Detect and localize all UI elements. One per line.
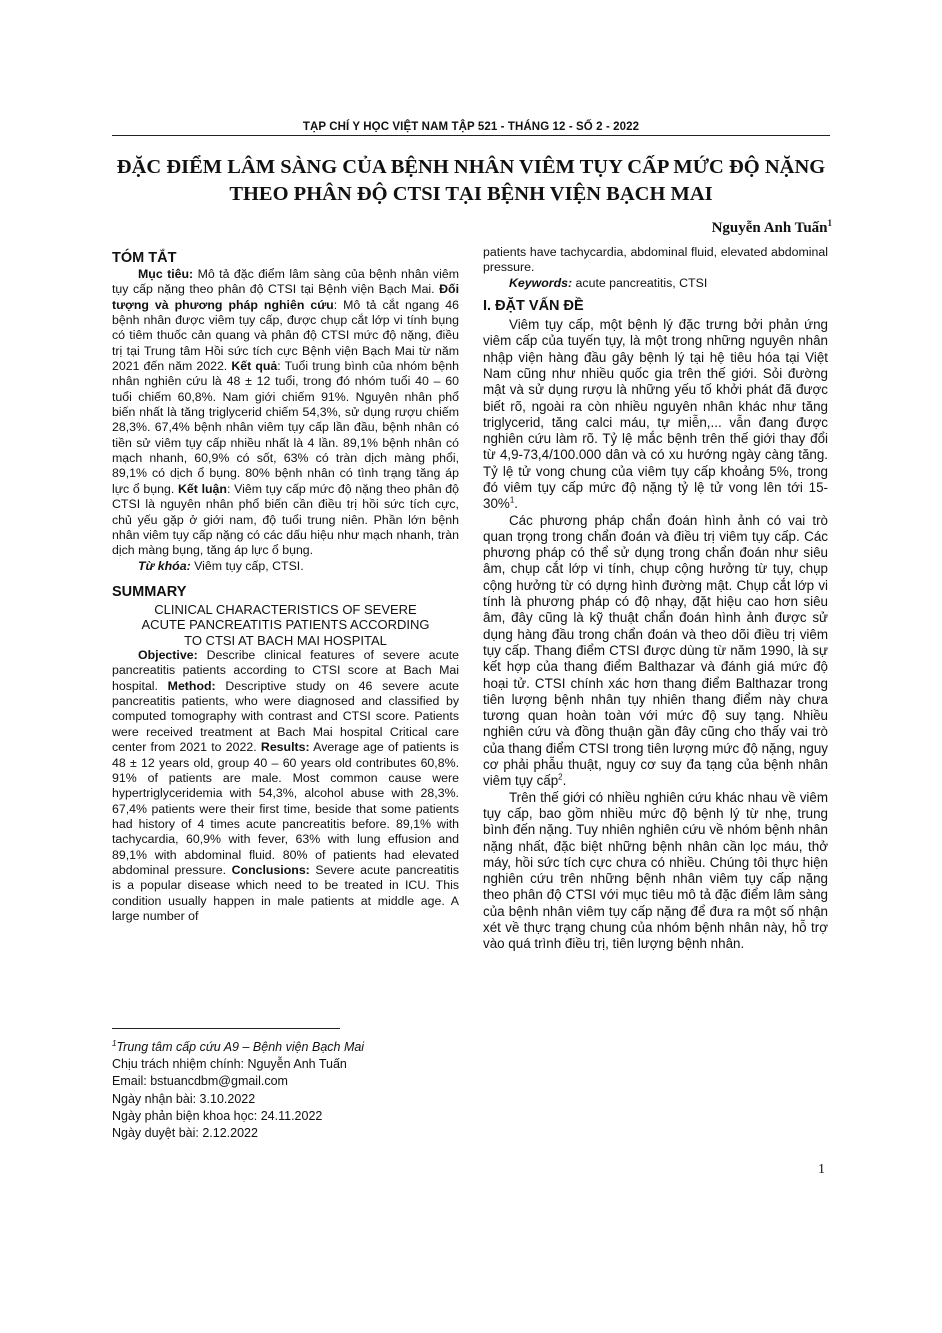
footnote-received: Ngày nhận bài: 3.10.2022 <box>112 1091 256 1106</box>
keywords-vi-text: Viêm tụy cấp, CTSI. <box>190 558 304 573</box>
summary-continued: patients have tachycardia, abdominal fluid, elevated abdominal pressure. <box>483 245 828 275</box>
title-line-1: ĐẶC ĐIỂM LÂM SÀNG CỦA BỆNH NHÂN VIÊM TỤY CẤP MỨC ĐỘ NẶNG <box>116 156 826 178</box>
title-line-2: THEO PHÂN ĐỘ CTSI TẠI BỆNH VIỆN BẠCH MAI <box>229 183 713 205</box>
journal-header: TẠP CHÍ Y HỌC VIỆT NAM TẬP 521 - THÁNG 12 - SỐ 2 - 2022 <box>302 121 640 133</box>
header-rule <box>112 135 830 136</box>
section-1-paragraph-2 <box>483 513 828 790</box>
summary-title-line-1: CLINICAL CHARACTERISTICS OF SEVERE <box>154 601 417 617</box>
section-1-paragraph-1 <box>483 317 828 513</box>
summary-method-label: Method: <box>167 678 216 693</box>
summary-title-line-2: ACUTE PANCREATITIS PATIENTS ACCORDING <box>141 617 430 633</box>
results-text: : Tuổi trung bình của nhóm bệnh nhân nghiên cứu là 48 ± 12 tuổi, trong đó nhóm tuổi 40 – 60 tuổi chiếm 60,8%. Nam giới chiếm 91%. Nguyên nhân phổ biến nhất là tăng triglycerid chiếm 54,3%, sử dụng rượu chiếm 28,3%. 67,4% bệnh nhân viêm tụy cấp lần đầu, bệnh nhân có tiền sử viêm tụy cấp nhiều nhất là 4 lần. 89,1% bệnh nhân có mạch nhanh, 60,9% có sốt, 63% có tràn dịch màng phổi, 89,1% có dịch ổ bụng. 80% bệnh nhân có tình trạng tăng áp lực ổ bụng. <box>112 359 459 496</box>
keywords-vi <box>112 559 459 574</box>
summary-heading: SUMMARY <box>112 583 187 600</box>
objective-label: Mục tiêu: <box>138 267 194 281</box>
article-title <box>112 154 830 208</box>
author-affiliation-mark: 1 <box>827 218 832 228</box>
summary-title <box>112 602 459 648</box>
left-column <box>112 249 459 924</box>
section-1-paragraph-1-text: Viêm tụy cấp, một bệnh lý đặc trưng bởi phản ứng viêm cấp của tuyến tụy, là một trong những nguyên nhân nhập viện hàng đầu gây bệnh lý tại hệ tiêu hóa tại Việt Nam cũng như nhiều quốc gia trên thế giới. Sỏi đường mật và sử dụng rượu là những yếu tố khởi phát đã được biết rõ, ngoài ra còn nhiều nguyên nhân khác như tăng triglycerid, tăng calci máu, tự miễn,... vẫn đang được nghiên cứu làm rõ. Tỷ lệ mắc bệnh trên thế giới thay đổi từ 4,9-73,4/100.000 dân và có xu hướng ngày càng tăng. Tỷ lệ tử vong chung của viêm tụy cấp khoảng 5%, trong đó viêm tụy cấp mức độ nặng tỷ lệ tử vong lên tới 15-30% <box>483 317 828 512</box>
abstract-vi-paragraph <box>112 267 459 559</box>
footnote-email: Email: bstuancdbm@gmail.com <box>112 1074 288 1089</box>
footnote-reviewed: Ngày phản biện khoa học: 24.11.2022 <box>112 1108 323 1123</box>
keywords-en-text: acute pancreatitis, CTSI <box>572 275 708 290</box>
footnotes <box>112 1039 459 1142</box>
footnote-affiliation <box>112 1039 459 1056</box>
citation-2: 2 <box>558 772 563 782</box>
keywords-en <box>483 276 828 291</box>
abstract-heading: TÓM TẮT <box>112 250 177 266</box>
summary-conclusion-label: Conclusions: <box>231 862 310 877</box>
footnote-responsible: Chịu trách nhiệm chính: Nguyễn Anh Tuấn <box>112 1057 347 1072</box>
method-text: : Mô tả cắt ngang 46 bệnh nhân được viêm tụy cấp, được chụp cắt lớp vi tính bụng có tiêm thuốc cản quang và phân độ CTSI mức độ nặng, điều trị tại Trung tâm Hồi sức tích cực Bệnh viện Bạch Mai từ năm 2021 đến năm 2022. <box>112 297 459 374</box>
results-label: Kết quả <box>231 359 278 374</box>
summary-objective-label: Objective: <box>138 648 198 663</box>
objective-text: Mô tả đặc điểm lâm sàng của bệnh nhân viêm tụy cấp nặng theo phân độ CTSI tại Bệnh viện Bạch Mai. <box>112 267 459 297</box>
summary-paragraph <box>112 648 459 924</box>
citation-1: 1 <box>509 495 515 505</box>
summary-results-text: Average age of patients is 48 ± 12 years old, group 40 – 60 years old contributes 60,8%. 91% of patients are male. Most common cause were hypertriglyceridemia with 54,3%, alcohol abuse with 28,3%. 67,4% patients were their first time, beside that some patients had history of 4 times acute pancreatitis before. 89,1% with tachycardia, 60,9% with fever, 63% with lung effusion and 89,1% with abdominal fluid. 80% of patients had elevated abdominal pressure. <box>112 740 459 877</box>
author-name: Nguyễn Anh Tuấn <box>711 220 828 236</box>
summary-method-text: Descriptive study on 46 severe acute pancreatitis patients, who were diagnosed and classified by computed tomography with contrast and CTSI score. Patients were received treatment at Bach Mai hospital Critical care center from 2021 to 2022. <box>112 678 459 755</box>
section-1-paragraph-3: Trên thế giới có nhiều nghiên cứu khác nhau về viêm tụy cấp, bao gồm nhiều mức độ bệnh lý từ nhẹ, trung bình đến nặng. Tuy nhiên nghiên cứu về nhóm bệnh nhân nặng nhất, đặc biệt những bệnh nhân cần lọc máu, thở máy, hồi sức tích cực chưa có nhiều. Chúng tôi thực hiện nghiên cứu trên những bệnh nhân viêm tụy cấp nặng theo phân độ CTSI với mục tiêu mô tả đặc điểm lâm sàng của bệnh nhân viêm tụy cấp nặng để đưa ra một số nhận xét về thực trạng chung của nhóm bệnh nhân này, hỗ trợ vào quá trình điều trị, tiên lượng bệnh nhân. <box>483 789 828 952</box>
footnote-accepted: Ngày duyệt bài: 2.12.2022 <box>112 1126 258 1141</box>
section-1-paragraph-2-text: Các phương pháp chẩn đoán hình ảnh có vai trò quan trọng trong chẩn đoán và điều trị viêm tụy cấp. Các phương pháp có thể sử dụng trong chẩn đoán như siêu âm, chụp cắt lớp vi tính, chụp cộng hưởng từ tụy, chụp cộng hưởng từ có dựng hình đường mật. Chụp cắt lớp vi tính là phương pháp có độ nhạy, đặt hiệu cao hơn siêu âm, đây cũng là kỹ thuật chẩn đoán hình ảnh được sử dụng hàng đầu trong chẩn đoán và theo dõi điều trị viêm tụy cấp. Thang điểm CTSI được dùng từ năm 1990, là sự kết hợp của thang điểm Balthazar và đánh giá mức độ hoại tử. CTSI chính xác hơn thang điểm Balthazar trong tiên lượng bệnh nhân tụy nhiên thang điểm này chưa tương quan hoàn toàn với mức độ suy tạng. Nhiều nghiên cứu và đồng thuận gần đây cũng cho thấy vai trò của thang điểm CTSI trong tiên lượng mức độ nặng, nguy cơ phải phẫu thuật, nguy cơ suy đa tạng của bệnh nhân viêm tụy cấp <box>483 512 828 789</box>
page-number: 1 <box>818 1162 825 1177</box>
footnote-affiliation-text: Trung tâm cấp cứu A9 – Bệnh viện Bạch Mai <box>116 1040 365 1054</box>
conclusion-label: Kết luận <box>178 481 227 496</box>
conclusion-text: : Viêm tụy cấp mức độ nặng theo phân độ CTSI là nguyên nhân phổ biến cần điều trị hồi sức tích cực, chủ yếu gặp ở giới nam, độ tuổi trung niên. Phần lớn bệnh nhân viêm tụy cấp nặng có các dấu hiệu như mạch nhanh, tràn dịch màng bụng, tăng áp lực ổ bụng. <box>112 481 459 558</box>
section-1-paragraph-2-end: . <box>562 773 567 789</box>
section-1-heading: I. ĐẶT VẤN ĐỀ <box>483 298 584 315</box>
author <box>712 218 832 237</box>
right-column <box>483 245 828 953</box>
summary-results-label: Results: <box>260 740 310 755</box>
footnote-affiliation-mark: 1 <box>112 1038 117 1048</box>
summary-title-line-3: TO CTSI AT BACH MAI HOSPITAL <box>184 632 387 648</box>
keywords-en-label: Keywords: <box>509 275 573 290</box>
summary-objective-text: Describe clinical features of severe acute pancreatitis patients according to CTSI score at Bach Mai hospital. <box>112 648 459 693</box>
keywords-vi-label: Từ khóa: <box>138 558 191 573</box>
footnote-rule <box>112 1028 340 1029</box>
section-1-paragraph-1-end: . <box>514 496 518 512</box>
summary-conclusion-text: Severe acute pancreatitis is a popular disease which need to be treated in ICU. This condition usually happen in male patients at middle age. A large number of <box>112 862 460 923</box>
method-label: Đối tượng và phương pháp nghiên cứu <box>112 282 459 312</box>
